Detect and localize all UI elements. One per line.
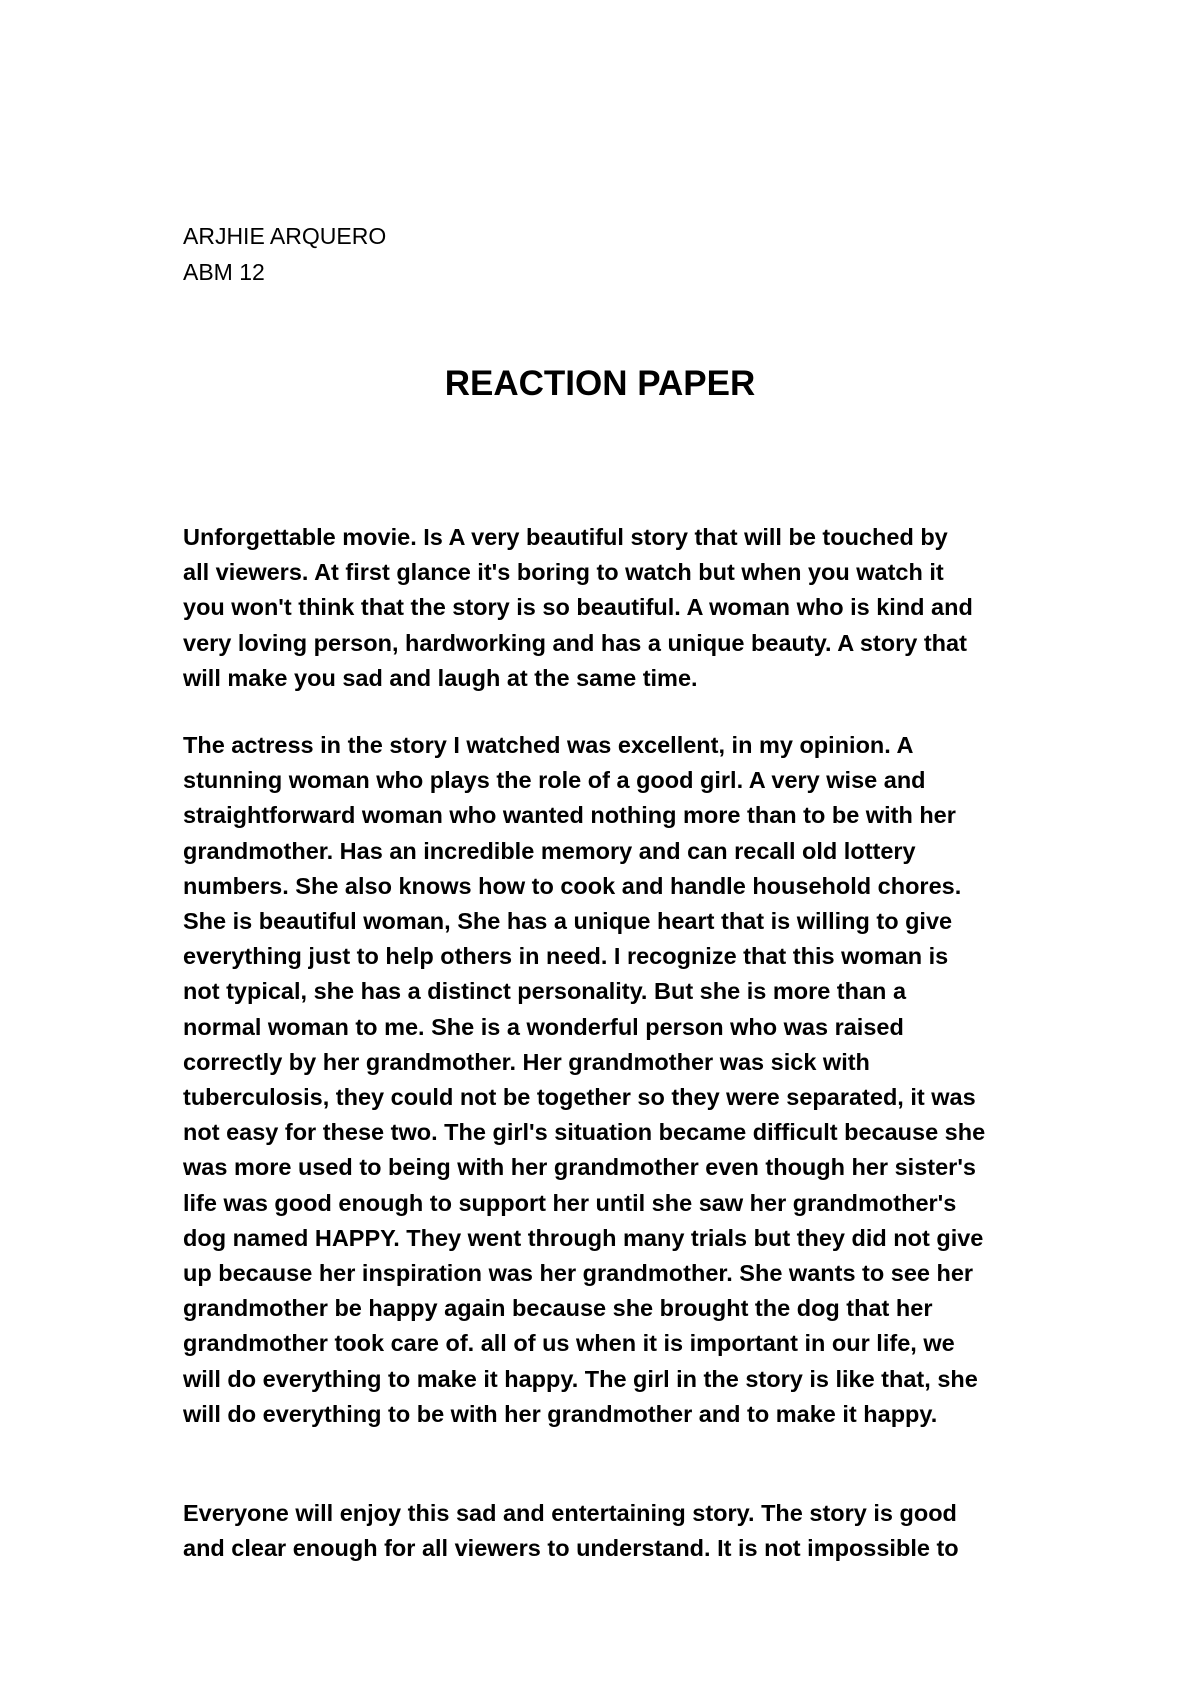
text-line: grandmother be happy again because she brought the dog that her xyxy=(183,1295,933,1322)
text-line: everything just to help others in need. I recognize that this woman is xyxy=(183,943,949,970)
text-line: will make you sad and laugh at the same time. xyxy=(183,664,698,691)
paragraph-2 xyxy=(183,728,1043,1432)
text-line: correctly by her grandmother. Her grandmother was sick with xyxy=(183,1048,870,1075)
document-header xyxy=(183,218,983,290)
text-line: very loving person, hardworking and has a unique beauty. A story that xyxy=(183,629,967,656)
author-name: ARJHIE ARQUERO xyxy=(183,223,387,249)
text-line: The actress in the story I watched was excellent, in my opinion. A xyxy=(183,732,914,758)
text-line: grandmother took care of. all of us when it is important in our life, we xyxy=(183,1330,955,1357)
class-section: ABM 12 xyxy=(183,259,265,285)
text-line: grandmother. Has an incredible memory and can recall old lottery xyxy=(183,837,916,864)
text-line: will do everything to be with her grandmother and to make it happy. xyxy=(183,1400,938,1427)
text-line: She is beautiful woman, She has a unique heart that is willing to give xyxy=(183,908,953,935)
text-line: up because her inspiration was her grandmother. She wants to see her xyxy=(183,1260,974,1287)
text-line: will do everything to make it happy. The girl in the story is like that, she xyxy=(183,1365,978,1392)
text-line: was more used to being with her grandmother even though her sister's xyxy=(183,1154,976,1181)
text-line: straightforward woman who wanted nothing more than to be with her xyxy=(183,802,956,829)
text-line: not typical, she has a distinct personality. But she is more than a xyxy=(183,978,907,1005)
page-title: REACTION PAPER xyxy=(444,364,756,403)
text-line: and clear enough for all viewers to understand. It is not impossible to xyxy=(183,1535,959,1562)
text-line: not easy for these two. The girl's situation became difficult because she xyxy=(183,1119,986,1146)
paragraph-3 xyxy=(183,1496,1043,1566)
text-line: Unforgettable movie. Is A very beautiful story that will be touched by xyxy=(183,524,948,550)
text-line: dog named HAPPY. They went through many trials but they did not give xyxy=(183,1224,984,1251)
text-line: stunning woman who plays the role of a good girl. A very wise and xyxy=(183,767,926,794)
text-line: you won't think that the story is so beautiful. A woman who is kind and xyxy=(183,594,973,621)
text-line: tuberculosis, they could not be together so they were separated, it was xyxy=(183,1084,976,1111)
text-line: life was good enough to support her until she saw her grandmother's xyxy=(183,1189,957,1216)
paragraph-1 xyxy=(183,520,1043,696)
text-line: all viewers. At first glance it's boring to watch but when you watch it xyxy=(183,559,944,586)
text-line: Everyone will enjoy this sad and entertaining story. The story is good xyxy=(183,1500,957,1526)
text-line: normal woman to me. She is a wonderful person who was raised xyxy=(183,1013,904,1040)
text-line: numbers. She also knows how to cook and handle household chores. xyxy=(183,872,962,899)
